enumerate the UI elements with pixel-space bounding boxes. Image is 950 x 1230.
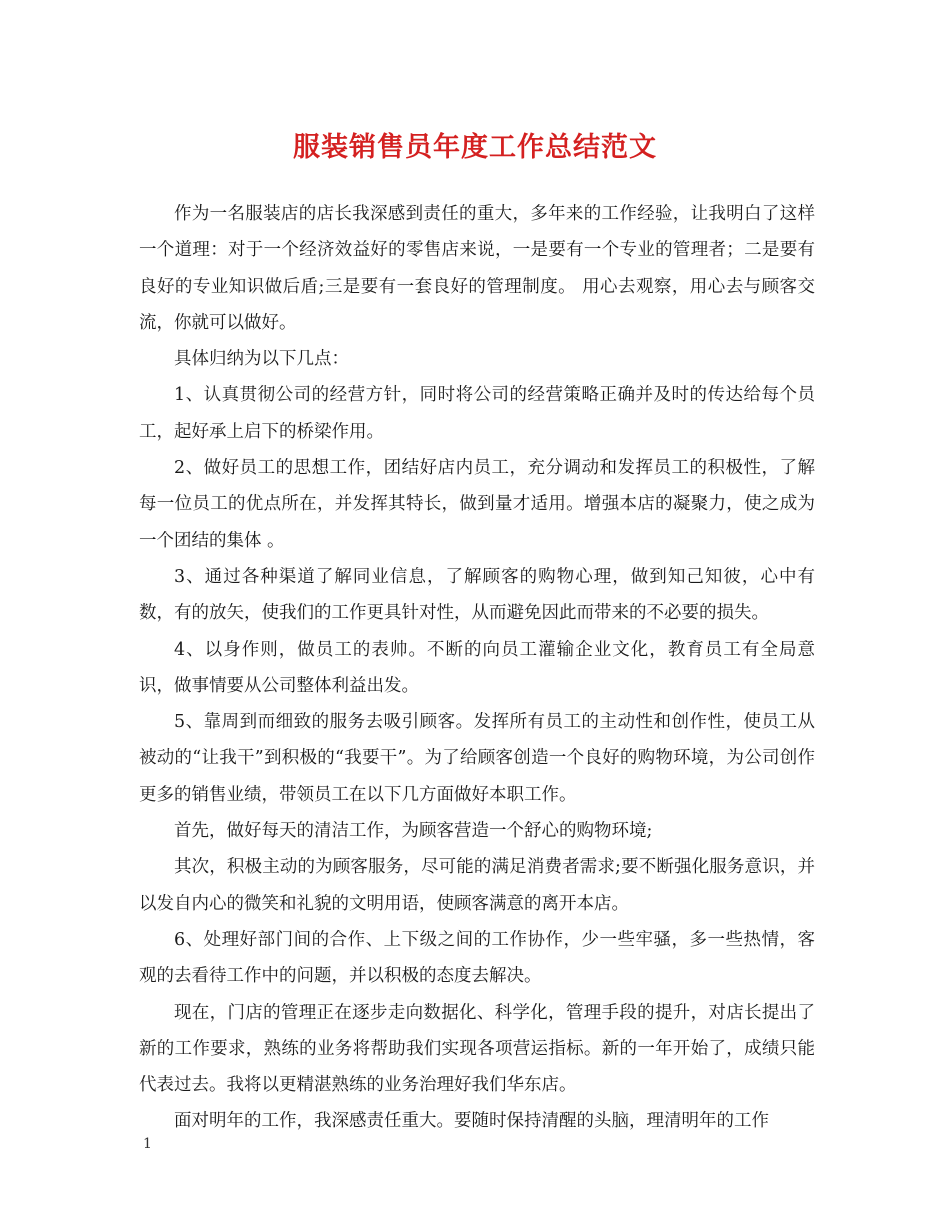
page-number: 1 [143,1136,152,1152]
paragraph-point-4: 4、以身作则，做员工的表帅。不断的向员工灌输企业文化，教育员工有全局意识，做事情要从公司整体利益出发。 [139,639,815,696]
paragraph-next-year: 面对明年的工作，我深感责任重大。要随时保持清醒的头脑，理清明年的工作 [174,1111,769,1132]
paragraph-point-3: 3、通过各种渠道了解同业信息，了解顾客的购物心理，做到知己知彼，心中有数，有的放矢，使我们的工作更具针对性，从而避免因此而带来的不必要的损失。 [139,566,815,624]
paragraph-current: 现在，门店的管理正在逐步走向数据化、科学化，管理手段的提升，对店长提出了新的工作要求，熟练的业务将帮助我们实现各项营运指标。新的一年开始了，成绩只能代表过去。我将以更精湛熟练的业务治理好我们华东店。 [139,1002,815,1096]
paragraph-point-2: 2、做好员工的思想工作，团结好店内员工，充分调动和发挥员工的积极性，了解每一位员工的优点所在，并发挥其特长，做到量才适用。增强本店的凝聚力，使之成为一个团结的集体 。 [139,458,815,551]
document-body [139,196,815,1140]
paragraph-first: 首先，做好每天的清洁工作，为顾客营造一个舒心的购物环境; [174,821,653,842]
paragraph-point-1: 1、认真贯彻公司的经营方针，同时将公司的经营策略正确并及时的传达给每个员工，起好承上启下的桥梁作用。 [139,385,815,442]
paragraph-summary-lead: 具体归纳为以下几点： [174,349,349,370]
paragraph-intro: 作为一名服装店的店长我深感到责任的重大，多年来的工作经验，让我明白了这样一个道理：对于一个经济效益好的零售店来说，一是要有一个专业的管理者；二是要有良好的专业知识做后盾;三是要有一套良好的管理制度。 用心去观察，用心去与顾客交流，你就可以做好。 [139,204,815,333]
paragraph-point-5: 5、靠周到而细致的服务去吸引顾客。发挥所有员工的主动性和创作性，使员工从被动的“让我干”到积极的“我要干”。为了给顾客创造一个良好的购物环境，为公司创作更多的销售业绩，带领员工在以下几方面做好本职工作。 [139,712,815,805]
paragraph-point-6: 6、处理好部门间的合作、上下级之间的工作协作，少一些牢骚，多一些热情，客观的去看待工作中的问题，并以积极的态度去解决。 [139,929,815,987]
paragraph-second: 其次，积极主动的为顾客服务，尽可能的满足消费者需求;要不断强化服务意识，并以发自内心的微笑和礼貌的文明用语，使顾客满意的离开本店。 [139,857,815,914]
document-title: 服装销售员年度工作总结范文 [293,132,657,163]
